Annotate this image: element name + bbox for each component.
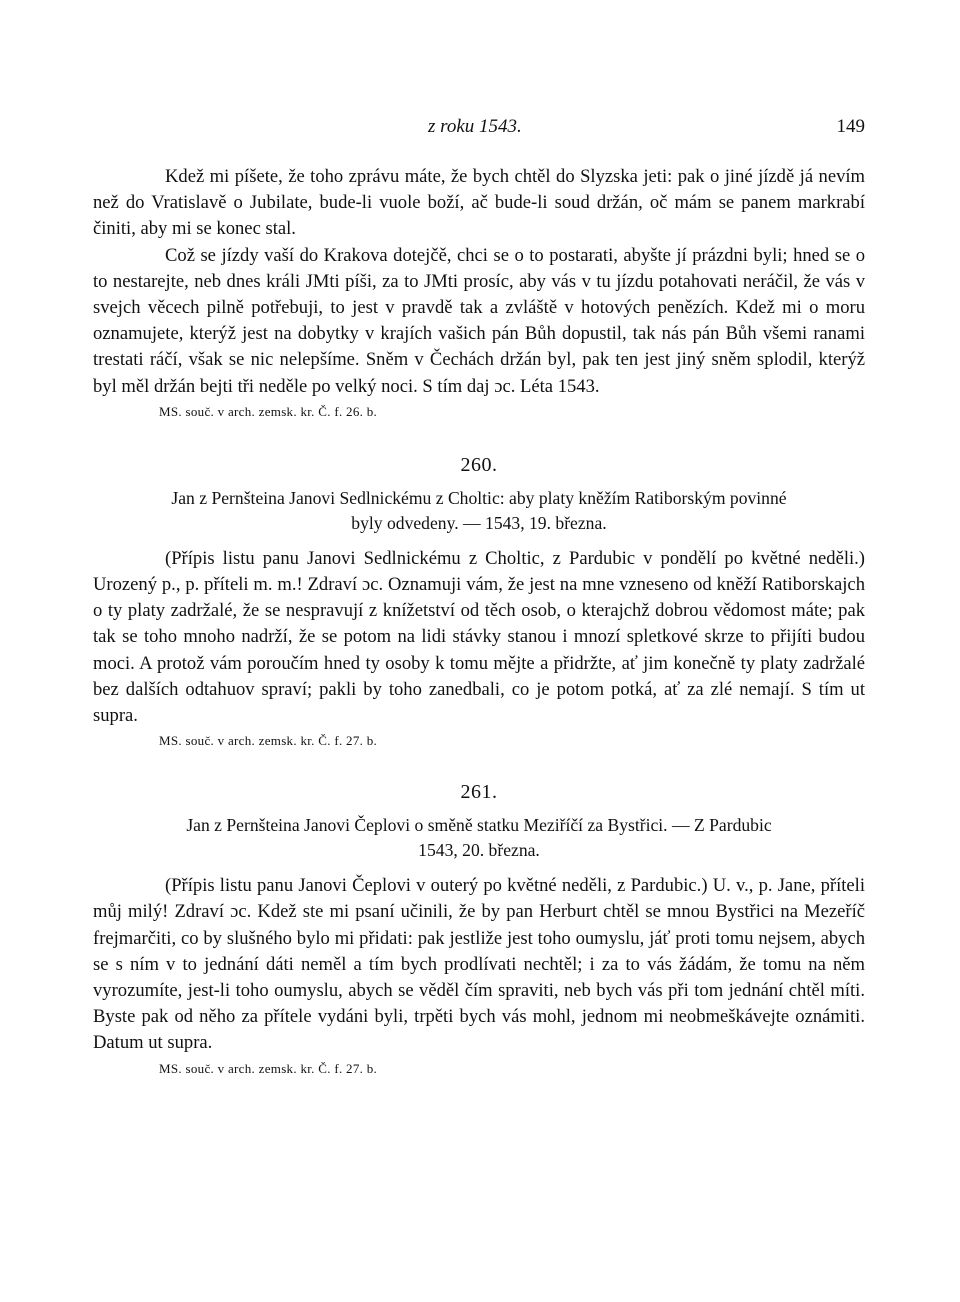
document-heading-261 bbox=[93, 813, 865, 863]
running-title: z roku 1543. bbox=[428, 116, 522, 137]
heading-line: Jan z Pernšteina Janovi Sedlnickému z Choltic: aby platy kněžím Ratiborským povinné bbox=[171, 487, 787, 508]
running-head bbox=[93, 112, 865, 142]
heading-line: byly odvedeny. — 1543, 19. března. bbox=[351, 512, 607, 533]
document-heading-260 bbox=[93, 486, 865, 536]
book-page bbox=[93, 112, 865, 1079]
document-body-260: (Přípis listu panu Janovi Sedlnickému z Choltic, z Pardubic v pondělí po květné neděli.) Urozený p., p. příteli m. m.! Zdraví ɔc. Oznamuji vám, že jest na mne vzneseno od kněží Ratiborskajch o ty platy zadržalé, že se nespravují z knížetství od těch osob, o kterajchž dobrou vědomost máte; pak tak se toho mnoho nadrží, že se potom na lidi stávky stanou i mnozí spletkové skrze to přijíti budou moci. A protož vám poroučím hned ty osoby k tomu mějte a přidržte, ať jim konečně ty platy zadržalé bez dalších odtahuov spraví; pakli by toho zanedbali, co je potom potká, ať za zlé nemají. S tím ut supra. bbox=[93, 547, 865, 727]
continuation-paragraph-2: Což se jízdy vaší do Krakova dotejčě, chci se o to postarati, abyšte jí prázdni byli; hned se o to nestarejte, neb dnes králi JMti píši, za to JMti prosíc, aby vás v tu jízdu potahovati neráčil, že vás v svejch věcech pilně potřebuji, to jest v pravdě tak a zvláště v hotových penězích. Kdež mi o moru oznamujete, kterýž jest na dobytky v krajích vašich pán Bůh dopustil, tak nás pán Bůh všemi ranami trestati ráčí, však se nic nelepšíme. Sněm v Čechách držán byl, pak ten jest jiný sněm splodil, kterýž byl měl držán bejti tři neděle po velký noci. S tím daj ɔc. Léta 1543. bbox=[93, 244, 865, 397]
page-number: 149 bbox=[836, 116, 865, 137]
document-number-260: 260. bbox=[460, 453, 498, 476]
heading-line: Jan z Pernšteina Janovi Čeplovi o směně statku Meziříčí za Bystřici. — Z Pardubic bbox=[186, 815, 772, 836]
continuation-paragraph-1: Kdež mi píšete, že toho zprávu máte, že bych chtěl do Slyzska jeti: pak o jiné jízdě já nevím než do Vratislavě o Jubilate, bude-li vuole boží, ač bude-li soud držán, oč mám se panem markrabí činiti, aby mi se konec stal. bbox=[93, 166, 865, 240]
document-number-261: 261. bbox=[460, 781, 498, 804]
source-citation: MS. souč. v arch. zemsk. kr. Č. f. 27. b. bbox=[159, 1060, 378, 1076]
source-citation: MS. souč. v arch. zemsk. kr. Č. f. 27. b. bbox=[159, 733, 378, 749]
heading-line: 1543, 20. března. bbox=[418, 840, 540, 861]
source-citation: MS. souč. v arch. zemsk. kr. Č. f. 26. b. bbox=[159, 403, 378, 419]
document-body-261: (Přípis listu panu Janovi Čeplovi v outerý po květné neděli, z Pardubic.) U. v., p. Jane, příteli můj milý! Zdraví ɔc. Kdež ste mi psaní učinili, že by pan Herburt chtěl se mnou Bystřici na Mezeříč frejmarčiti, co by slušného bylo mi přidati: pak jestliže jest toho oumyslu, jáť proti tomu nejsem, abych se s ním v to jednání dáti neměl a tím bych prodlívati nechtěl; i za to vás žádám, že tomu na něm vyrozumíte, jest-li toho oumyslu, abych se věděl čím spraviti, neb bych vás při tom jednání chtěl míti. Byste pak od něho za přítele vydáni byli, trpěti bych vás mohl, jednom mi neobmeškávejte oznámiti. Datum ut supra. bbox=[93, 875, 865, 1054]
